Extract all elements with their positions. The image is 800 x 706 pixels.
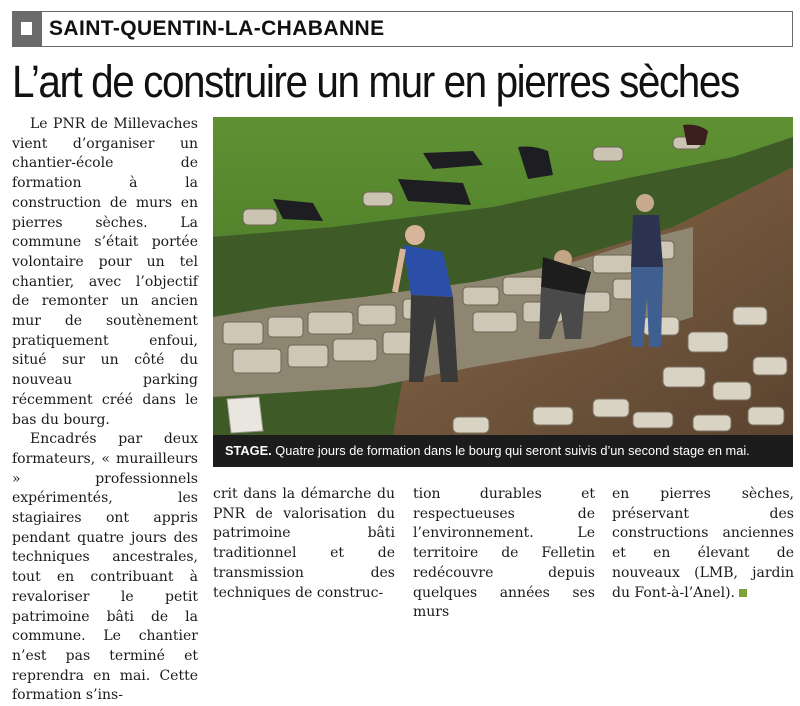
article-column-4 — [612, 485, 794, 603]
caption-text: Quatre jours de formation dans le bourg qui seront suivis d’un second stage en mai. — [271, 443, 750, 458]
paragraph-2-part-4: en pierres sèches, préservant des constructions anciennes et en élevant de nouveaux (LMB, jardin du Font-à-l’Anel). — [612, 486, 794, 601]
kicker-square-icon — [12, 11, 42, 47]
article-headline: L’art de construire un mur en pierres sèches — [12, 56, 739, 107]
photo-caption — [213, 435, 793, 467]
paragraph-1: Le PNR de Millevaches vient d’organiser un chantier-école de formation à la construction de murs en pierres sèches. La commune s’était portée volontaire pour un tel chantier, avec l’objectif de remonter un ancien mur de soutènement pratiquement enfoui, situé sur un côté du nouveau parking récemment créé dans le bas du bourg. — [12, 116, 198, 428]
article-photo — [213, 117, 793, 435]
article-column-3 — [413, 485, 595, 623]
paragraph-2-part-1: Encadrés par deux formateurs, « murailleurs » professionnels expérimentés, les stagiaires ont appris pendant quatre jours des techniques ancestrales, tout en contribuant à revaloriser le petit patrimoine bâti de la commune. Le chantier n’est pas terminé et reprendra en mai. Cette formation s’ins- — [12, 431, 198, 704]
article-column-2 — [213, 485, 395, 603]
end-of-article-icon — [739, 589, 747, 597]
kicker-location: SAINT-QUENTIN-LA-CHABANNE — [49, 17, 385, 40]
caption-lead: STAGE. — [225, 443, 272, 458]
article-column-1 — [12, 115, 198, 706]
paragraph-2-part-2: crit dans la démarche du PNR de valorisation du patrimoine bâti traditionnel et de transmission des techniques de construc- — [213, 486, 395, 601]
paragraph-2-part-3: tion durables et respectueuses de l’environnement. Le territoire de Felletin redécouvre depuis quelques années ses murs — [413, 486, 595, 621]
